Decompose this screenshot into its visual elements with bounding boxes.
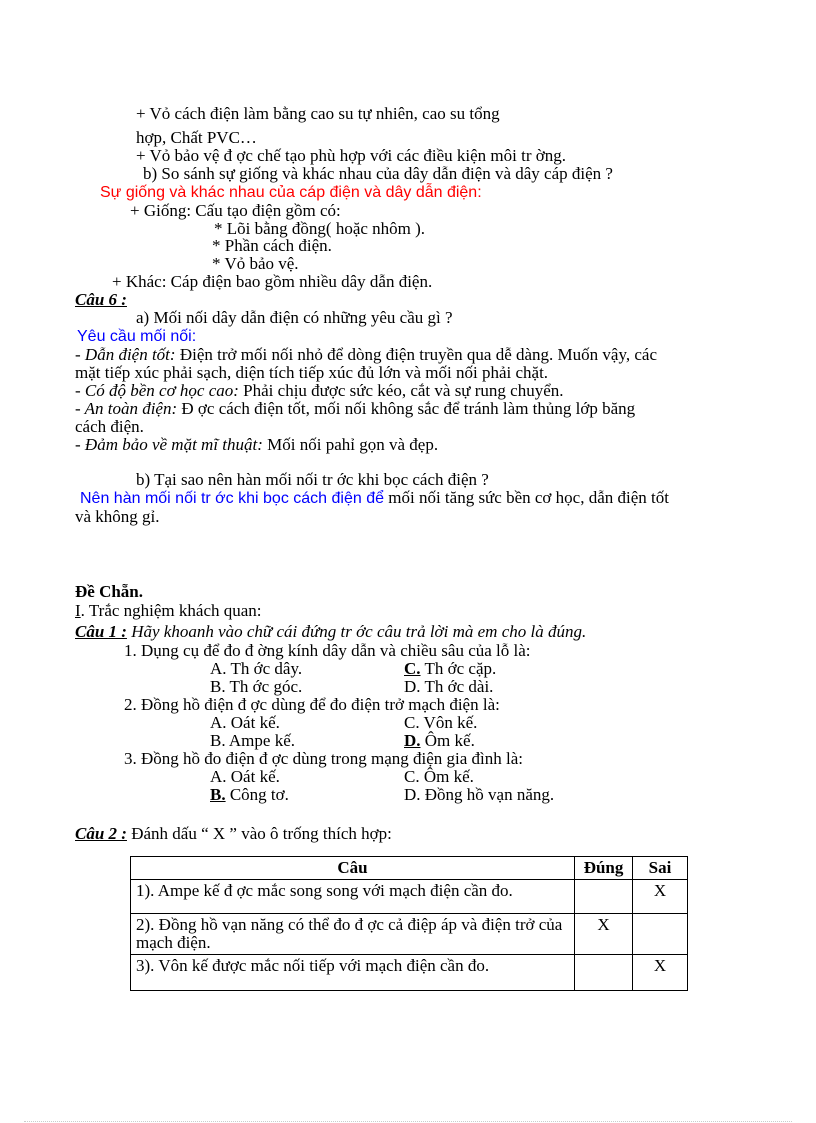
- q3-option-a[interactable]: A. Oát kế.: [210, 767, 280, 786]
- table-row: [131, 914, 688, 955]
- similarity-item-sheath: * Vỏ bảo vệ.: [212, 254, 299, 273]
- requirement-strength: - Có độ bền cơ học cao: Phải chịu được sức kéo, cắt và sự rung chuyển.: [75, 381, 564, 400]
- table-row: [131, 955, 688, 991]
- cau1-heading: Câu 1 : Hãy khoanh vào chữ cái đứng tr ớc câu trả lời mà em cho là đúng.: [75, 622, 587, 641]
- answer-6b-cont: và không gỉ.: [75, 507, 160, 526]
- column-header-false: Sai: [633, 857, 688, 880]
- question-6a: a) Mối nối dây dẫn điện có những yêu cầu gì ?: [136, 308, 453, 327]
- requirement-safety-cont: cách điện.: [75, 417, 144, 436]
- cau6-label: Câu 6 :: [75, 290, 127, 309]
- similarity-item-insulation: * Phần cách điện.: [212, 236, 332, 255]
- question-1: 1. Dụng cụ để đo đ ờng kính dây dẫn và chiều sâu của lỗ là:: [124, 641, 531, 660]
- statement-cell: 3). Vôn kế được mắc nối tiếp với mạch điện cần đo.: [131, 955, 575, 991]
- true-cell[interactable]: X: [575, 914, 633, 955]
- q2-option-a[interactable]: A. Oát kế.: [210, 713, 280, 732]
- q3-option-b[interactable]: B. Công tơ.: [210, 785, 289, 804]
- q3-option-c[interactable]: C. Ôm kế.: [404, 767, 474, 786]
- true-cell[interactable]: [575, 880, 633, 914]
- exam-title: Đề Chẵn.: [75, 582, 144, 601]
- difference-line: + Khác: Cáp điện bao gồm nhiều dây dẫn điện.: [112, 272, 433, 291]
- statement-cell: 2). Đồng hồ vạn năng có thể đo đ ợc cả điệp áp và điện trở của mạch điện.: [131, 914, 575, 955]
- question-5b: b) So sánh sự giống và khác nhau của dây dẫn điện và dây cáp điện ?: [143, 164, 613, 183]
- table-header-row: [131, 857, 688, 880]
- table-row: [131, 880, 688, 914]
- false-cell[interactable]: X: [633, 880, 688, 914]
- q1-option-d[interactable]: D. Th ớc dài.: [404, 677, 494, 696]
- answer-6a-heading: Yêu cầu mối nối:: [77, 328, 197, 345]
- section-heading: I. Trắc nghiệm khách quan:: [75, 601, 262, 620]
- q1-option-a[interactable]: A. Th ớc dây.: [210, 659, 303, 678]
- requirement-safety: - An toàn điện: Đ ợc cách điện tốt, mối nối không sắc để tránh làm thủng lớp băng: [75, 399, 636, 418]
- question-6b: b) Tại sao nên hàn mối nối tr ớc khi bọc cách điện ?: [136, 470, 489, 489]
- cau2-heading: Câu 2 : Đánh dấu “ X ” vào ô trống thích hợp:: [75, 824, 392, 843]
- question-2: 2. Đồng hồ điện đ ợc dùng để đo điện trở mạch điện là:: [124, 695, 500, 714]
- q2-option-b[interactable]: B. Ampe kế.: [210, 731, 295, 750]
- q1-option-b[interactable]: B. Th ớc góc.: [210, 677, 303, 696]
- similarity-item-core: * Lõi bằng đồng( hoặc nhôm ).: [214, 219, 426, 238]
- question-3: 3. Đồng hồ đo điện đ ợc dùng trong mạng điện gia đình là:: [124, 749, 523, 768]
- requirement-aesthetics: - Đảm bảo về mặt mĩ thuật: Mối nối pahỉ gọn và đẹp.: [75, 435, 439, 454]
- requirement-conductivity: - Dẫn điện tốt: Điện trở mối nối nhỏ để dòng điện truyền qua dễ dàng. Muốn vậy, các: [75, 345, 657, 364]
- page-bottom-divider: [24, 1121, 792, 1122]
- similarity-line: + Giống: Cấu tạo điện gồm có:: [130, 201, 341, 220]
- insulation-line-1: + Vỏ cách điện làm bằng cao su tự nhiên, cao su tổng: [136, 104, 500, 123]
- false-cell[interactable]: [633, 914, 688, 955]
- true-false-table: [130, 856, 688, 991]
- column-header-question: Câu: [131, 857, 575, 880]
- q1-option-c[interactable]: C. Th ớc cặp.: [404, 659, 497, 678]
- q3-option-d[interactable]: D. Đồng hồ vạn năng.: [404, 785, 555, 804]
- requirement-conductivity-cont: mặt tiếp xúc phải sạch, diện tích tiếp xúc đủ lớn và mối nối phải chặt.: [75, 363, 549, 382]
- statement-cell: 1). Ampe kế đ ợc mắc song song với mạch điện cần đo.: [131, 880, 575, 914]
- answer-6b: Nên hàn mối nối tr ớc khi bọc cách điện để mối nối tăng sức bền cơ học, dẫn điện tốt: [80, 488, 669, 507]
- insulation-line-2: hợp, Chất PVC…: [136, 128, 257, 147]
- protection-line: + Vỏ bảo vệ đ ợc chế tạo phù hợp với các điều kiện môi tr ờng.: [136, 146, 566, 165]
- column-header-true: Đúng: [575, 857, 633, 880]
- answer-5b-heading: Sự giống và khác nhau của cáp điện và dây dẫn điện:: [100, 184, 482, 201]
- q2-option-d[interactable]: D. Ôm kế.: [404, 731, 475, 750]
- q2-option-c[interactable]: C. Vôn kế.: [404, 713, 478, 732]
- true-cell[interactable]: [575, 955, 633, 991]
- false-cell[interactable]: X: [633, 955, 688, 991]
